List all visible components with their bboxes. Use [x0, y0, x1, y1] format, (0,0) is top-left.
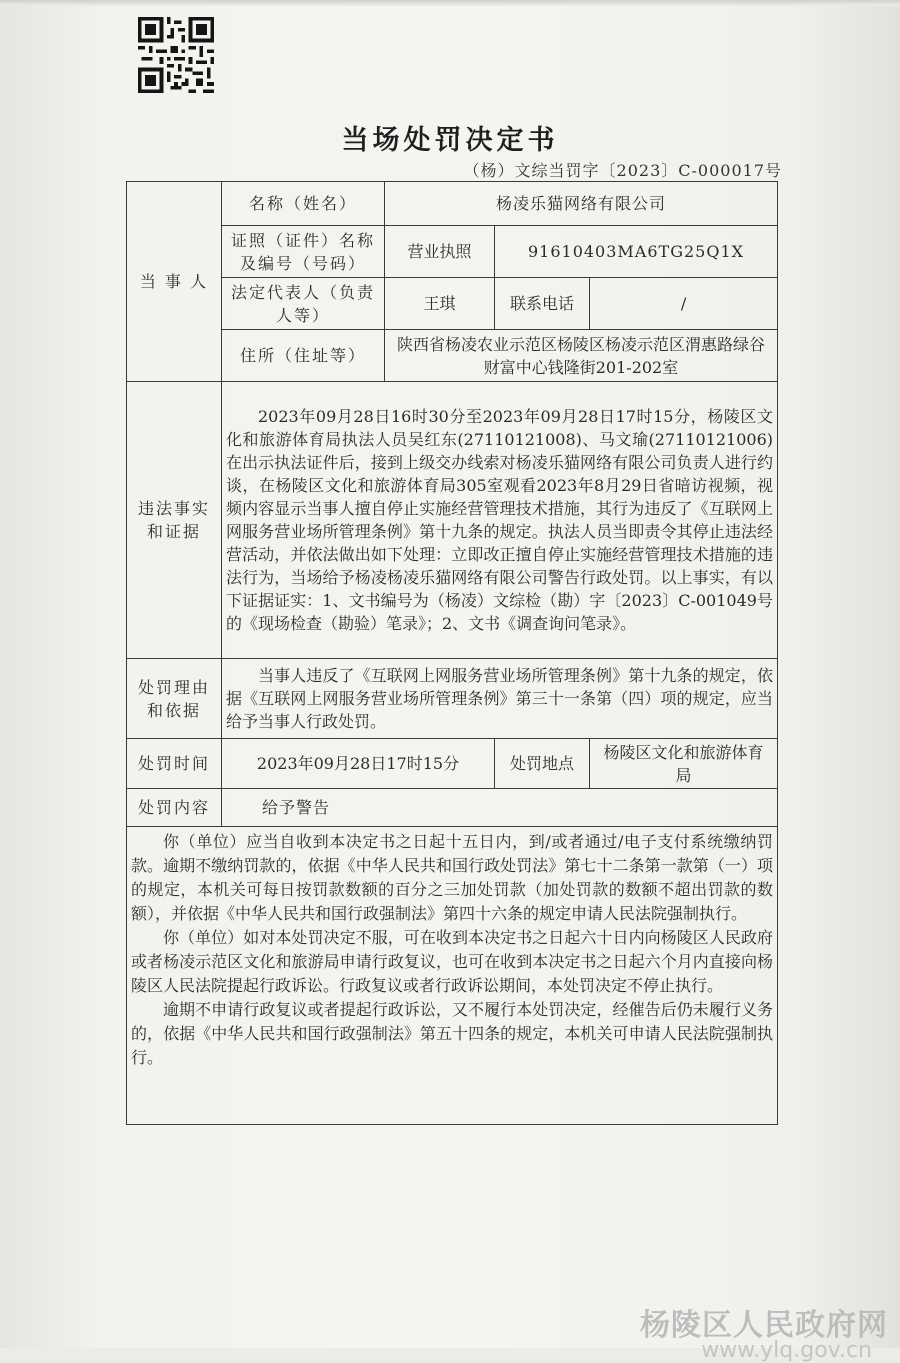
cert-type: 营业执照: [385, 226, 495, 278]
name-label: 名称（姓名）: [222, 182, 385, 226]
penalty-content-label: 处罚内容: [127, 789, 222, 827]
name-value: 杨凌乐猫网络有限公司: [385, 182, 778, 226]
phone-label: 联系电话: [495, 278, 590, 330]
party-section-label: 当 事 人: [127, 182, 222, 382]
decision-form-table: [126, 181, 778, 1125]
basis-text: 当事人违反了《互联网上网服务营业场所管理条例》第十九条的规定，依据《互联网上网服务营业场所管理条例》第三十一条第（四）项的规定，应当给予当事人行政处罚。: [222, 659, 778, 739]
site-url-watermark: www.ylq.gov.cn: [701, 1338, 872, 1363]
time-label: 处罚时间: [127, 739, 222, 789]
site-watermark: 杨陵区人民政府网: [640, 1308, 888, 1343]
cert-number: 91610403MA6TG25Q1X: [495, 226, 778, 278]
page-top-edge: [0, 0, 900, 6]
facts-label: 违法事实和证据: [127, 382, 222, 659]
address-value: 陕西省杨凌农业示范区杨陵区杨凌示范区渭惠路绿谷财富中心钱隆街201-202室: [385, 330, 778, 382]
place-value: 杨陵区文化和旅游体育局: [590, 739, 778, 789]
time-value: 2023年09月28日17时15分: [222, 739, 495, 789]
basis-label: 处罚理由和依据: [127, 659, 222, 739]
cert-label: 证照（证件）名称及编号（号码）: [222, 226, 385, 278]
notice-paragraph-enforcement: 逾期不申请行政复议或者提起行政诉讼，又不履行本处罚决定，经催告后仍未履行义务的，依据《中华人民共和国行政强制法》第五十四条的规定，本机关可申请人民法院强制执行。: [131, 1000, 774, 1067]
place-label: 处罚地点: [495, 739, 590, 789]
notice-paragraph-payment: 你（单位）应当自收到本决定书之日起十五日内，到/或者通过/电子支付系统缴纳罚款。逾期不缴纳罚款的，依据《中华人民共和国行政处罚法》第七十二条第一款第（一）项的规定，本机关可每日按罚款数额的百分之三加处罚款（加处罚款的数额不超出罚款的数额），并依据《中华人民共和国行政强制法》第四十六条的规定申请人民法院强制执行。: [131, 832, 774, 923]
document-title: 当场处罚决定书: [341, 125, 559, 156]
document-number: （杨）文综当罚字〔2023〕C-000017号: [463, 161, 782, 180]
facts-text: 2023年09月28日16时30分至2023年09月28日17时15分，杨陵区文化和旅游体育局执法人员吴红东(27110121008)、马文瑜(27110121006)在出示执法证件后，接到上级交办线索对杨凌乐猫网络有限公司负责人进行约谈，在杨陵区文化和旅游体育局305室观看2023年8月29日省暗访视频，视频内容显示当事人擅自停止实施经营管理技术措施，其行为违反了《互联网上网服务营业场所管理条例》第十九条的规定。执法人员当即责令其停止违法经营活动，并依法做出如下处理：立即改正擅自停止实施经营管理技术措施的违法行为，当场给予杨凌杨凌乐猫网络有限公司警告行政处罚。以上事实，有以下证据证实：1、文书编号为（杨凌）文综检（勘）字〔2023〕C-001049号的《现场检查（勘验）笔录》；2、文书《调查询问笔录》。: [222, 382, 778, 659]
address-label: 住所（住址等）: [222, 330, 385, 382]
representative-label: 法定代表人（负责人等）: [222, 278, 385, 330]
representative-value: 王琪: [385, 278, 495, 330]
notice-paragraph-appeal: 你（单位）如对本处罚决定不服，可在收到本决定书之日起六十日内向杨陵区人民政府或者杨凌示范区文化和旅游局申请行政复议，也可在收到本决定书之日起六个月内直接向杨陵区人民法院提起行政诉讼。行政复议或者行政诉讼期间，本处罚决定不停止执行。: [131, 928, 774, 995]
penalty-content-value: 给予警告: [222, 789, 778, 827]
phone-value: /: [590, 278, 778, 330]
qr-code: [131, 17, 221, 93]
notice-section: [127, 827, 778, 1125]
